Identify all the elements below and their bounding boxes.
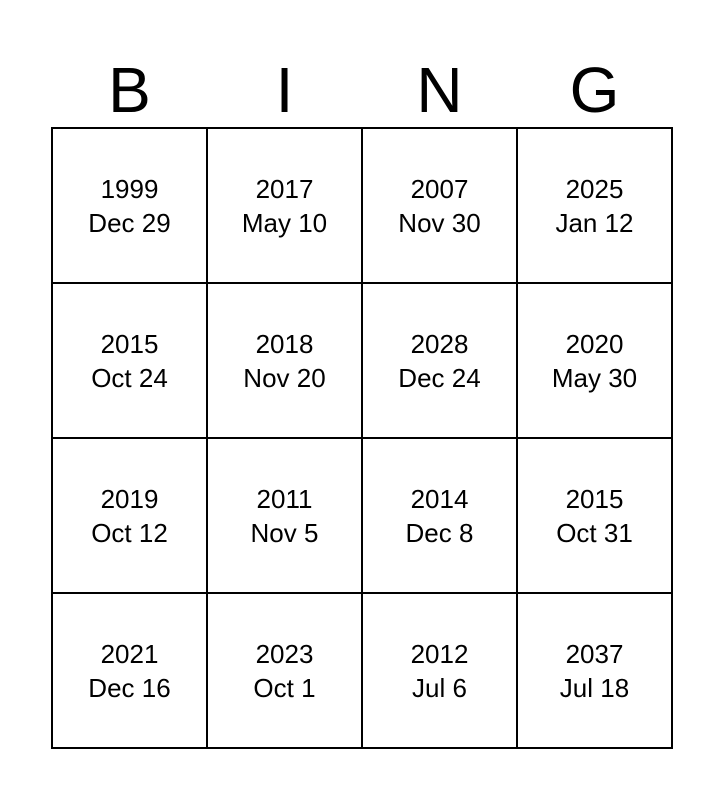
cell-year: 2014 bbox=[410, 483, 469, 514]
cell-date: Oct 31 bbox=[556, 517, 633, 548]
cell-date: Nov 30 bbox=[398, 207, 481, 238]
bingo-cell[interactable] bbox=[208, 594, 363, 749]
bingo-header bbox=[52, 52, 672, 128]
cell-date: May 10 bbox=[241, 207, 328, 238]
bingo-cell[interactable] bbox=[363, 284, 518, 439]
bingo-card bbox=[51, 127, 673, 749]
cell-year: 2021 bbox=[100, 638, 159, 669]
cell-date: Jul 18 bbox=[559, 672, 630, 703]
cell-year: 2037 bbox=[565, 638, 624, 669]
cell-date: Oct 12 bbox=[91, 517, 168, 548]
bingo-cell[interactable] bbox=[518, 594, 673, 749]
bingo-cell[interactable] bbox=[208, 439, 363, 594]
cell-year: 2018 bbox=[255, 328, 314, 359]
cell-date: Dec 24 bbox=[398, 362, 481, 393]
cell-year: 2028 bbox=[410, 328, 469, 359]
cell-date: Dec 8 bbox=[405, 517, 474, 548]
bingo-cell[interactable] bbox=[53, 284, 208, 439]
cell-date: Jan 12 bbox=[555, 207, 634, 238]
bingo-cell[interactable] bbox=[53, 439, 208, 594]
cell-year: 2015 bbox=[100, 328, 159, 359]
cell-date: May 30 bbox=[551, 362, 638, 393]
header-letter-n: N bbox=[416, 54, 463, 126]
bingo-cell[interactable] bbox=[363, 439, 518, 594]
cell-date: Dec 16 bbox=[88, 672, 171, 703]
header-letter-i: I bbox=[275, 54, 294, 126]
bingo-cell[interactable] bbox=[53, 129, 208, 284]
bingo-cell[interactable] bbox=[518, 439, 673, 594]
cell-year: 2019 bbox=[100, 483, 159, 514]
bingo-cell[interactable] bbox=[363, 129, 518, 284]
cell-date: Nov 20 bbox=[243, 362, 326, 393]
cell-year: 2020 bbox=[565, 328, 624, 359]
cell-year: 2011 bbox=[256, 483, 313, 514]
bingo-cell[interactable] bbox=[363, 594, 518, 749]
bingo-cell[interactable] bbox=[518, 284, 673, 439]
cell-year: 2012 bbox=[410, 638, 469, 669]
header-letter-b: B bbox=[108, 54, 151, 126]
cell-year: 2015 bbox=[565, 483, 624, 514]
bingo-cell[interactable] bbox=[53, 594, 208, 749]
bingo-cell[interactable] bbox=[208, 284, 363, 439]
cell-year: 1999 bbox=[100, 173, 159, 204]
cell-date: Dec 29 bbox=[88, 207, 171, 238]
header-letter-g: G bbox=[569, 54, 620, 126]
cell-date: Nov 5 bbox=[250, 517, 319, 548]
cell-year: 2025 bbox=[565, 173, 624, 204]
cell-year: 2007 bbox=[410, 173, 469, 204]
cell-date: Oct 1 bbox=[253, 672, 316, 703]
cell-date: Jul 6 bbox=[412, 672, 467, 703]
cell-date: Oct 24 bbox=[91, 362, 168, 393]
bingo-cell[interactable] bbox=[208, 129, 363, 284]
cell-year: 2023 bbox=[255, 638, 314, 669]
bingo-cell[interactable] bbox=[518, 129, 673, 284]
cell-year: 2017 bbox=[255, 173, 314, 204]
